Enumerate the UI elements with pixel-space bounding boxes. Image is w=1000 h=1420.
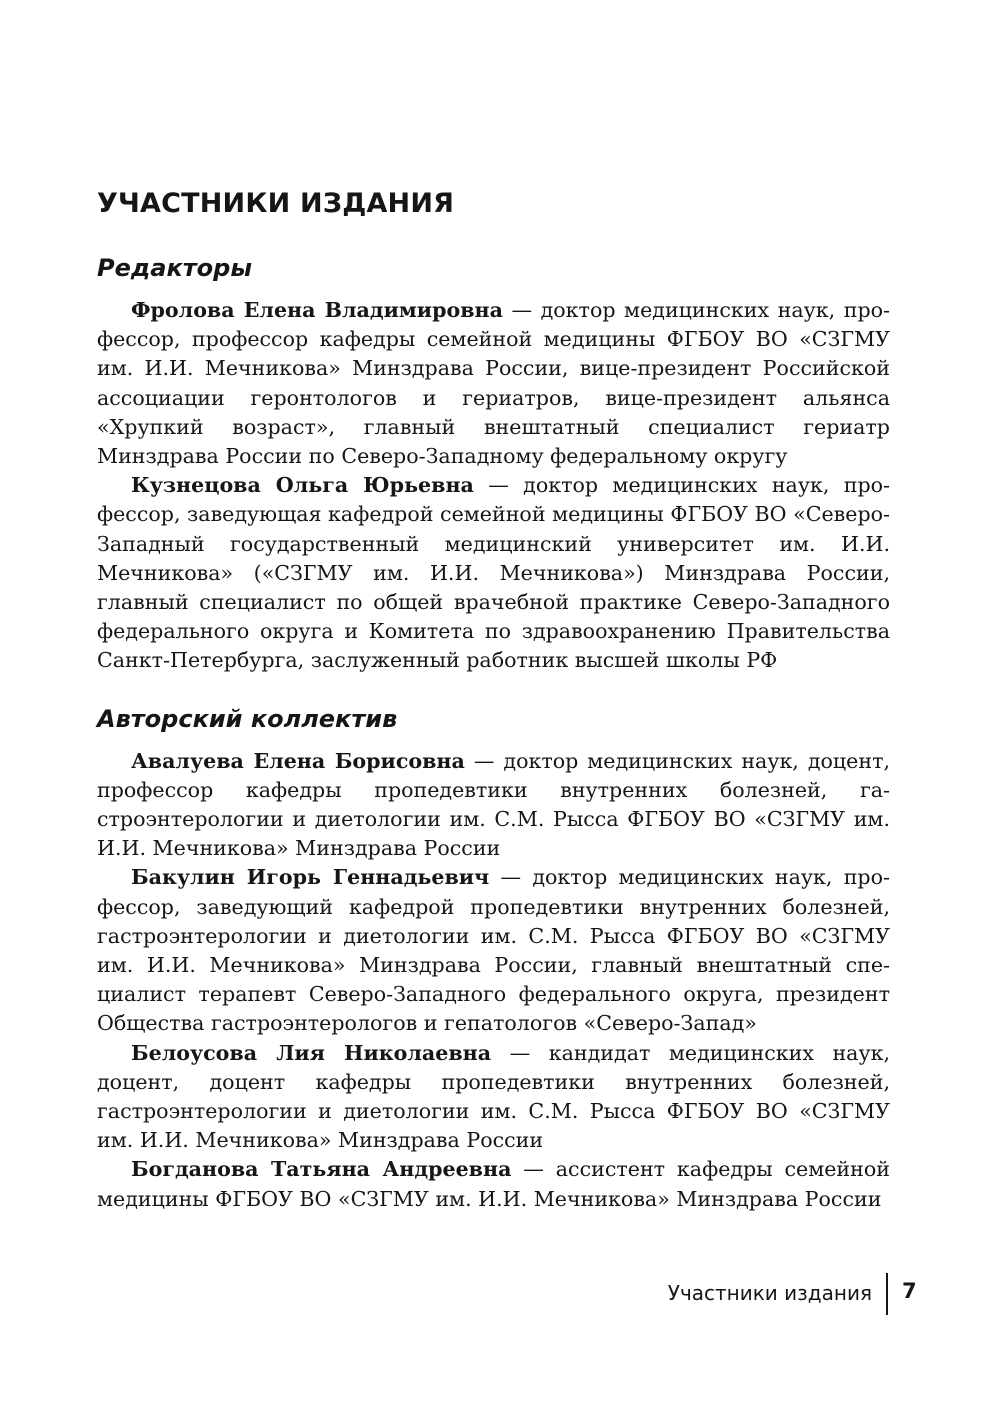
running-title: Участники издания <box>667 1281 872 1305</box>
entry-name: Авалуева Елена Борисовна <box>131 748 465 773</box>
entry-kuznetsova <box>97 471 890 675</box>
entry-name: Бакулин Игорь Геннадьевич <box>131 865 490 890</box>
entry-text: — доктор медицинских наук, профессор, заведующий кафедрой пропедевтики внутренних болезней, гастроэнтерологии и диетологии им. С.М. Рысса ФГБОУ ВО «СЗГМУ им. И.И. Мечникова» Минздрава России, главный внештатный специалист терапевт Северо-Западного федерального округа, президент Общества гастроэнтерологов и гепатологов «Северо-Запад» <box>97 865 890 1036</box>
section-heading-editors: Редакторы <box>97 254 253 282</box>
entry-name: Белоусова Лия Николаевна <box>131 1040 492 1065</box>
entry-text: — доктор медицинских наук, профессор, заведующая кафедрой семейной медицины ФГБОУ ВО «Северо-Западный государственный медицинский университет им. И.И. Мечникова» («СЗГМУ им. И.И. Мечникова») Минздрава России, главный специалист по общей врачебной практике Северо-Западного федерального округа и Комитета по здравоохранению Правительства Санкт-Петербурга, заслуженный работник высшей школы РФ <box>97 473 890 673</box>
entry-name: Богданова Татьяна Андреевна <box>131 1157 512 1182</box>
entry-frolova <box>97 296 890 471</box>
footer-divider <box>886 1273 888 1315</box>
page-number: 7 <box>902 1279 917 1303</box>
page-footer <box>0 1273 1000 1315</box>
entry-bakulin <box>97 863 890 1038</box>
entry-name: Фролова Елена Владимировна <box>131 298 503 322</box>
entry-text: — доктор медицинских наук, профессор, профессор кафедры семейной медицины ФГБОУ ВО «СЗГМУ им. И.И. Мечникова» Минздрава России, вице-президент Российской ассоциации геронтологов и гериатров, вице-президент альянса «Хрупкий возраст», главный внештатный специалист гериатр Минздрава России по Северо-Западному федеральному округу <box>97 298 890 469</box>
entry-bogdanova <box>97 1155 890 1213</box>
entry-belousova <box>97 1039 890 1156</box>
page-title: УЧАСТНИКИ ИЗДАНИЯ <box>97 188 455 219</box>
entry-text: — доктор медицинских наук, доцент, профессор кафедры пропедевтики внутренних болезней, гастроэнтерологии и диетологии им. С.М. Рысса ФГБОУ ВО «СЗГМУ им. И.И. Мечникова» Минздрава России <box>97 748 891 861</box>
entry-text: — ассистент кафедры семейной медицины ФГБОУ ВО «СЗГМУ им. И.И. Мечникова» Минздрава России <box>97 1157 891 1211</box>
entry-text: — кандидат медицинских наук, доцент, доцент кафедры пропедевтики внутренних болезней, гастроэнтерологии и диетологии им. С.М. Рысса ФГБОУ ВО «СЗГМУ им. И.И. Мечникова» Минздрава России <box>97 1040 890 1153</box>
entry-avalueva <box>97 747 890 864</box>
entry-name: Кузнецова Ольга Юрьевна <box>131 473 474 498</box>
page-content <box>97 184 890 1214</box>
section-heading-authors: Авторский коллектив <box>97 704 398 733</box>
